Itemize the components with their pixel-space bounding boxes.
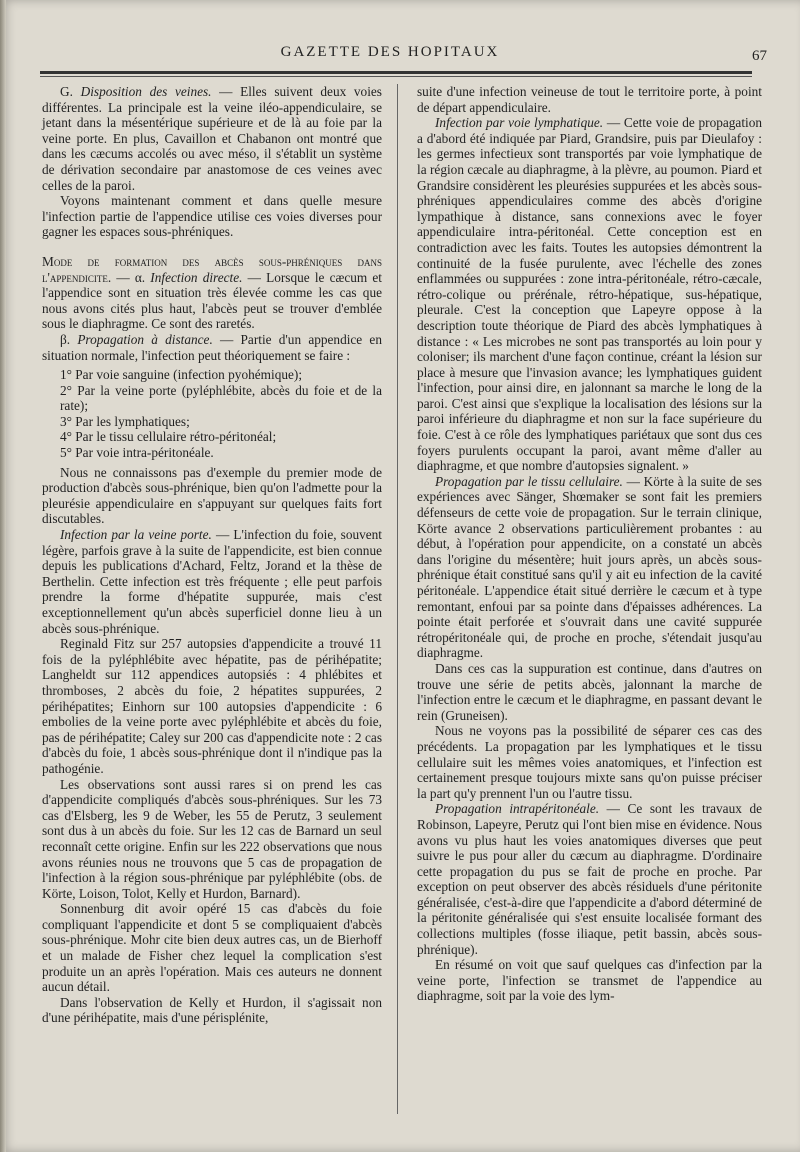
list-item: 2° Par la veine porte (pyléphlébite, abcès du foie et de la rate); xyxy=(60,382,382,414)
section-mode-formation xyxy=(42,254,382,332)
subsection-heading: Propagation intrapéritonéale. xyxy=(435,801,600,817)
paragraph-text: — Partie d'un appendice en situation normale, l'infection peut théoriquement se faire : xyxy=(42,331,382,363)
paragraph-label: G. xyxy=(60,84,73,99)
list-item: 5° Par voie intra-péritonéale. xyxy=(60,445,214,461)
section-marker: — α. xyxy=(111,269,151,285)
paragraph-veines xyxy=(42,84,382,193)
paragraph-tissu-cellulaire xyxy=(417,474,762,661)
page-number: 67 xyxy=(752,48,767,64)
paragraph-propagation-distance xyxy=(42,332,382,363)
paragraph-heading: Disposition des veines. xyxy=(80,84,212,99)
paragraph-suite: suite d'une infection veineuse de tout le territoire porte, à point de départ appendiculaire. xyxy=(417,84,762,115)
paragraph-text: — L'infection du foie, souvent légère, parfois grave à la suite de l'appendicite, est bien connue depuis les publications d'Achard, Feltz, Jorand et la thèse de Berthelin. Cette infection est très fréquente ; elle peut parfois prendre la forme d'hépatite suppurée, mais c'est exceptionnellement qu'un abcès superficiel donne lieu à un abcès sous-phrénique. xyxy=(42,527,383,636)
page-binding-edge xyxy=(0,0,6,1152)
list-item: 1° Par voie sanguine (infection pyohémique); xyxy=(60,367,303,383)
paragraph-text: — Ce sont les travaux de Robinson, Lapeyre, Perutz qui l'ont bien mise en évidence. Nous avons vu plus haut les voies anatomiques diverses que peut suivre le pus pour aller du cæcum au diaphragme. D'ordinaire cette propagation du pus se fait de proche en proche. Par exception on peut observer des abcès résiduels d'une péritonite généralisée, c'est-à-dire que l'appendicite a d'abord déterminé de la péritonite généralisée qui s'est ensuite localisée formant des collections multiples (fosse iliaque, petit bassin, abcès sous-phrénique). xyxy=(417,801,763,957)
paragraph-resume: En résumé on voit que sauf quelques cas d'infection par la veine porte, l'infection se transmet de l'appendice au diaphragme, soit par la voie des lym- xyxy=(417,957,762,1004)
column-divider xyxy=(397,84,398,1114)
paragraph-voyons: Voyons maintenant comment et dans quelle mesure l'infection partie de l'appendice utilise ces voies diverses pour gagner les espaces sous-phréniques. xyxy=(42,193,382,240)
paragraph-text: — Cette voie de propagation a d'abord été indiquée par Piard, Grandsire, puis par Dieulafoy : les germes infectieux sont transportés par voie lymphatique de la région cæcale au diaphragme, à la plèvre, au poumon. Piard et Grandsire considèrent les pleurésies suppurées et les abcès sous-phréniques appendiculaires comme des abcès d'origine lympathique à distance, sans connexions avec le foyer appendiculaire intra-péritonéal. Cette conception est en contradiction avec les faits. Toutes les autopsies démontrent la continuité de la fusée purulente, avec l'échelle des zones enflammées ou suppurées : zone intra-péritonéale, rétro-cæcale, rétro-colique ou prérénale, rétro-hépatique, sus-hépatique, pleurale. C'est la conception que Lapeyre oppose à la description toute théorique de Piard des abcès lymphatiques à distance : « Les microbes ne sont pas transportés au loin pour y coloniser; ils marchent d'une façon continue, créant la lésion sur place à mesure que l'invasion avance; les lymphatiques guident l'infection, pour ainsi dire, en jalonnant sa marche le long de la paroi. C'est ainsi que s'explique la localisation des lésions sur la paroi inférieure du diaphragme et non sur la face supérieure du foie. C'est à ce rôle des lymphatiques pariétaux que sont dus ces foyers purulents occupant la paroi, avant même d'aller au diaphragme, et que nombre d'autopsies signalent. » xyxy=(417,115,762,474)
left-column xyxy=(42,84,382,1026)
paragraph-text: — Lorsque le cæcum et l'appendice sont en situation très élevée comme les cas que nous avons cités plus haut, l'abcès peut se trouver d'emblée sous le diaphragme. Ce sont des raretés. xyxy=(42,269,382,332)
paragraph-text: — Körte à la suite de ses expériences avec Sänger, Shœmaker se sont fait les premiers défenseurs de cette voie de propagation. Sur le terrain clinique, Körte avance 2 observations particulièrement probantes : au début, à l'opération pour appendicite, on a constaté un abcès dans l'origine du mésentère; huit jours après, un abcès sous-phrénique était constitué sans qu'il y ait eu infection de la cavité péritonéale. L'appendice était situé derrière le cæcum et à type remontant, enfoui par sa pointe dans d'épaisses adhérences. La pointe était perforée et s'ouvrait dans une cavité suppurée rétropéritonéale qui, de proche en proche, s'étendait jusqu'au diaphragme. xyxy=(417,473,762,661)
list-item: 3° Par les lymphatiques; xyxy=(60,413,190,429)
paragraph-text: — Elles suivent deux voies différentes. La principale est la veine iléo-appendiculaire, se jetant dans la mésentérique supérieure et de là au foie par la veine porte. En plus, Cavaillon et Chabanon ont montré que dans les cæcums accolés ou avec méso, il s'établit un système de dérivation secondaire par anastomose de ces veines avec celles de la paroi. xyxy=(42,84,382,193)
running-header-title: GAZETTE DES HOPITAUX xyxy=(280,44,500,60)
paragraph-suppuration-continue: Dans ces cas la suppuration est continue, dans d'autres on trouve une série de petits abcès, jalonnant la marche de l'infection entre le cæcum et le diaphragme, en passant devant le rein (Gruneisen). xyxy=(417,660,762,723)
subsection-heading: Infection directe. xyxy=(150,269,243,285)
paragraph-sonnenburg: Sonnenburg dit avoir opéré 15 cas d'abcès du foie compliquant l'appendicite et dont 5 se compliquaient d'abcès sous-phrénique. Mohr cite bien deux autres cas, un de Bierhoff et un malade de Fisher chez lequel la complication s'est produite un an après l'opération. Mais ces auteurs ne donnent aucun détail. xyxy=(42,901,382,995)
paragraph-kelly-hurdon: Dans l'observation de Kelly et Hurdon, il s'agissait non d'une périhépatite, mais d'une périsplénite, xyxy=(42,994,382,1026)
paragraph-voie-lymphatique xyxy=(417,115,762,474)
header-rule-thick xyxy=(40,71,752,74)
subsection-heading: Propagation à distance. xyxy=(77,331,213,347)
list-item: 4° Par le tissu cellulaire rétro-péritonéal; xyxy=(60,429,277,445)
paragraph-separer: Nous ne voyons pas la possibilité de séparer ces cas des précédents. La propagation par les lymphatiques et le tissu cellulaire suit les mêmes voies anatomiques, et l'infection est certainement presque toujours mixte sans qu'on puisse préciser la part qu'y prennent l'un ou l'autre tissu. xyxy=(417,723,762,801)
subsection-heading: Infection par la veine porte. xyxy=(60,527,212,543)
paragraph-observations: Les observations sont aussi rares si on prend les cas d'appendicite compliqués d'abcès sous-phréniques. Sur les 73 cas d'Elsberg, les 9 de Weber, les 55 de Perutz, 3 seulement sont dus à un abcès du foie. Sur les 12 cas de Barnard un seul reconnaît cette origine. Enfin sur les 222 observations que nous avons réunies nous ne trouvons que 5 cas de propagation de l'infection à la région sous-phrénique par pyléphlébite (obs. de Körte, Loison, Tolot, Kelly et Hurdon, Barnard). xyxy=(42,776,382,901)
paragraph-reginald-fitz: Reginald Fitz sur 257 autopsies d'appendicite a trouvé 11 fois de la pyléphlébite avec hépatite, pas de périhépatite; Langheldt sur 112 appendices autopsiés : 4 phlébites et thromboses, 2 abcès du foie, 2 hépatites suppurées, 2 périhépatites; Einhorn sur 100 autopsies d'appendicite : 6 embolies de la veine porte avec pyléphlébite et abcès du foie, pas de périhépatite; Caley sur 200 cas d'appendicite note : 2 cas d'abcès du foie, 1 abcès sous-phrénique dont il n'indique pas la pathogénie. xyxy=(42,636,382,776)
section-marker: β. xyxy=(60,331,78,347)
right-column xyxy=(417,84,762,1004)
paragraph-nous-ne-connaissons: Nous ne connaissons pas d'exemple du premier mode de production d'abcès sous-phrénique, bien qu'on l'admette pour la pleurésie appendiculaire en s'appuyant sur quelques faits fort discutables. xyxy=(42,464,382,527)
header-rule-thin xyxy=(40,76,752,77)
section-heading: Mode de formation des abcès sous-phréniques dans l'appendicite. xyxy=(42,253,382,285)
paragraph-intraperitoneale xyxy=(417,801,762,957)
paragraph-veine-porte xyxy=(42,527,382,636)
subsection-heading: Infection par voie lymphatique. xyxy=(435,115,604,131)
subsection-heading: Propagation par le tissu cellulaire. xyxy=(435,473,623,489)
